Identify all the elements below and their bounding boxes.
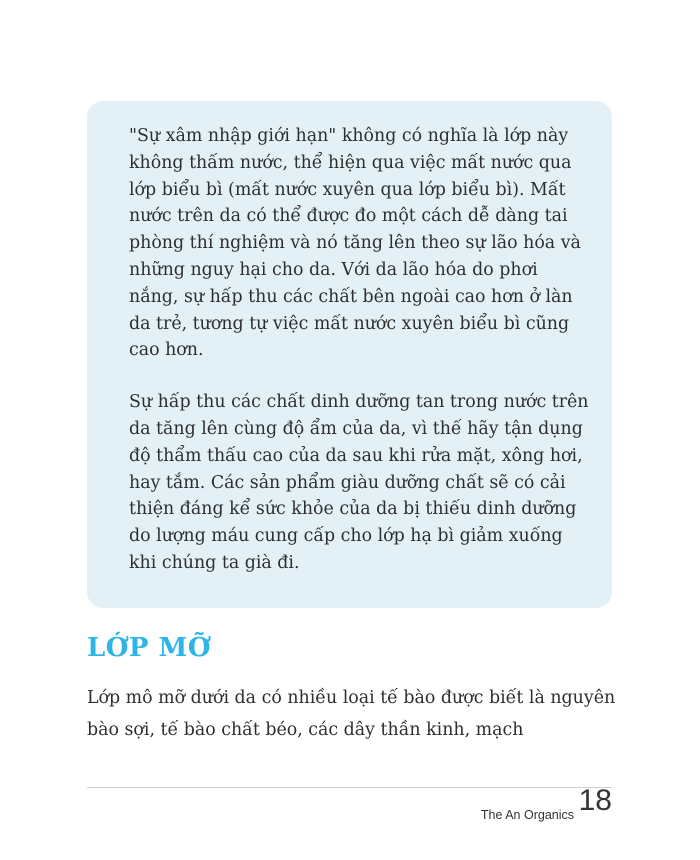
callout-paragraph-2: Sự hấp thu các chất dinh dưỡng tan trong nước trên da tăng lên cùng độ ẩm của da, vì thế hãy tận dụng độ thẩm thấu cao của da sau khi rửa mặt, xông hơi, hay tắm. Các sản phẩm giàu dưỡng chất sẽ có cải thiện đáng kể sức khỏe của da bị thiếu dinh dưỡng do lượng máu cung cấp cho lớp hạ bì giảm xuống khi chúng ta già đi. [129, 392, 589, 573]
section-body-text: Lớp mô mỡ dưới da có nhiều loại tế bào được biết là nguyên bào sợi, tế bào chất béo, các dây thần kinh, mạch [87, 688, 616, 740]
callout-paragraph-1: "Sự xâm nhập giới hạn" không có nghĩa là lớp này không thấm nước, thể hiện qua việc mất nước qua lớp biểu bì (mất nước xuyên qua lớp biểu bì). Mất nước trên da có thể được đo một cách dễ dàng tai phòng thí nghiệm và nó tăng lên theo sự lão hóa và những nguy hại cho da. Với da lão hóa do phơi nắng, sự hấp thu các chất bên ngoài cao hơn ở làn da trẻ, tương tự việc mất nước xuyên biểu bì cũng cao hơn. [129, 126, 581, 361]
page-number: 18 [578, 784, 612, 817]
footer-brand: The An Organics [480, 808, 574, 822]
footer-divider [87, 787, 612, 788]
info-callout-box [87, 101, 612, 608]
section-heading: LỚP MỠ [87, 633, 211, 663]
